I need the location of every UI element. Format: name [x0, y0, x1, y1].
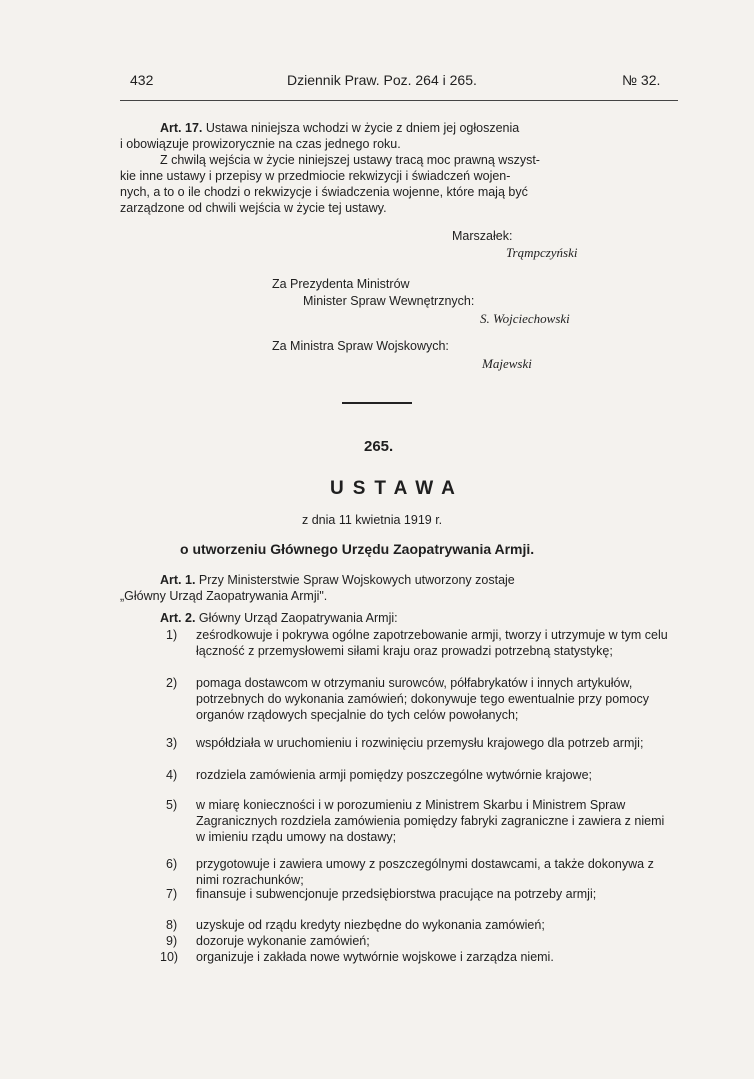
- art17-p2-line1: Z chwilą wejścia w życie niniejszej ustawy tracą moc prawną wszyst-: [160, 153, 540, 167]
- list-item: pomaga dostawcom w otrzymaniu surowców, półfabrykatów i innych artykułów, potrzebnych do wykonania zamówień; dokonywuje tego ewentualnie przy pomocy organów rządowych specjalnie do tych celów powołanych;: [196, 676, 650, 722]
- art2-intro: Art. 2. Główny Urząd Zaopatrywania Armji:: [160, 611, 398, 625]
- law-subject: o utworzeniu Głównego Urzędu Zaopatrywania Armji.: [180, 541, 535, 557]
- pm-line2: Minister Spraw Wewnętrznych:: [303, 294, 475, 308]
- list-item: finansuje i subwencjonuje przedsiębiorstwa pracujące na potrzeby armji;: [196, 887, 597, 901]
- item-number: 2): [166, 676, 178, 690]
- item-number: 10): [160, 950, 179, 964]
- journal-title: Dziennik Praw. Poz. 264 i 265.: [287, 72, 477, 88]
- art1-line2: „Główny Urząd Zaopatrywania Armji".: [120, 589, 328, 603]
- list-item: ześrodkowuje i pokrywa ogólne zapotrzebowanie armji, tworzy i utrzymuje w tym celu łączność z przemysłowemi siłami kraju oraz prowadzi potrzebną statystykę;: [196, 628, 668, 658]
- list-item: rozdziela zamówienia armji pomiędzy poszczególne wytwórnie krajowe;: [196, 768, 593, 782]
- law-date: z dnia 11 kwietnia 1919 r.: [302, 513, 443, 527]
- issue-number: № 32.: [622, 72, 661, 88]
- list-item: w miarę konieczności i w porozumieniu z Ministrem Skarbu i Ministrem Spraw Zagranicznych rozdziela zamówienia pomiędzy fabryki zagraniczne i zawiera z niemi w imieniu rządu umowy na dostawy;: [196, 798, 665, 844]
- law-number: 265.: [364, 438, 394, 455]
- marshal-signature: Trąmpczyński: [506, 245, 578, 260]
- art2-label: Art. 2.: [160, 611, 196, 625]
- list-item: organizuje i zakłada nowe wytwórnie wojskowe i zarządza niemi.: [196, 950, 554, 964]
- law-title: USTAWA: [330, 478, 464, 499]
- war-minister-title: Za Ministra Spraw Wojskowych:: [272, 339, 449, 353]
- art17-p2-line2: kie inne ustawy i przepisy w przedmiocie rekwizycji i świadczeń wojen-: [120, 169, 511, 183]
- item-number: 6): [166, 857, 178, 871]
- item-number: 9): [166, 934, 178, 948]
- art1-line1: Art. 1. Przy Ministerstwie Spraw Wojskowych utworzony zostaje: [160, 573, 515, 587]
- item-number: 8): [166, 918, 178, 932]
- item-number: 3): [166, 736, 178, 750]
- list-item: przygotowuje i zawiera umowy z poszczególnymi dostawcami, a także dokonywa z nimi rozrachunków;: [196, 857, 654, 887]
- section-divider: [342, 402, 412, 404]
- art17-line2: i obowiązuje prowizorycznie na czas jednego roku.: [120, 137, 401, 151]
- item-number: 5): [166, 798, 178, 812]
- art1-label: Art. 1.: [160, 573, 196, 587]
- art17-line1: Art. 17. Ustawa niniejsza wchodzi w życie z dniem jej ogłoszenia: [160, 121, 520, 135]
- list-item: uzyskuje od rządu kredyty niezbędne do wykonania zamówień;: [196, 918, 545, 932]
- pm-line1: Za Prezydenta Ministrów: [272, 277, 410, 291]
- item-number: 1): [166, 628, 178, 642]
- header-divider: [120, 100, 678, 101]
- list-item: współdziała w uruchomieniu i rozwinięciu przemysłu krajowego dla potrzeb armji;: [196, 736, 644, 750]
- marshal-title: Marszałek:: [452, 229, 513, 243]
- list-item: dozoruje wykonanie zamówień;: [196, 934, 370, 948]
- item-number: 7): [166, 887, 178, 901]
- page-number: 432: [130, 72, 154, 88]
- art17-label: Art. 17.: [160, 121, 203, 135]
- item-number: 4): [166, 768, 178, 782]
- pm-signature: S. Wojciechowski: [480, 311, 570, 326]
- art17-p2-line4: zarządzone od chwili wejścia w życie tej ustawy.: [120, 201, 387, 215]
- war-minister-signature: Majewski: [482, 356, 532, 371]
- art17-p2-line3: nych, a to o ile chodzi o rekwizycje i świadczenia wojenne, które mają być: [120, 185, 528, 199]
